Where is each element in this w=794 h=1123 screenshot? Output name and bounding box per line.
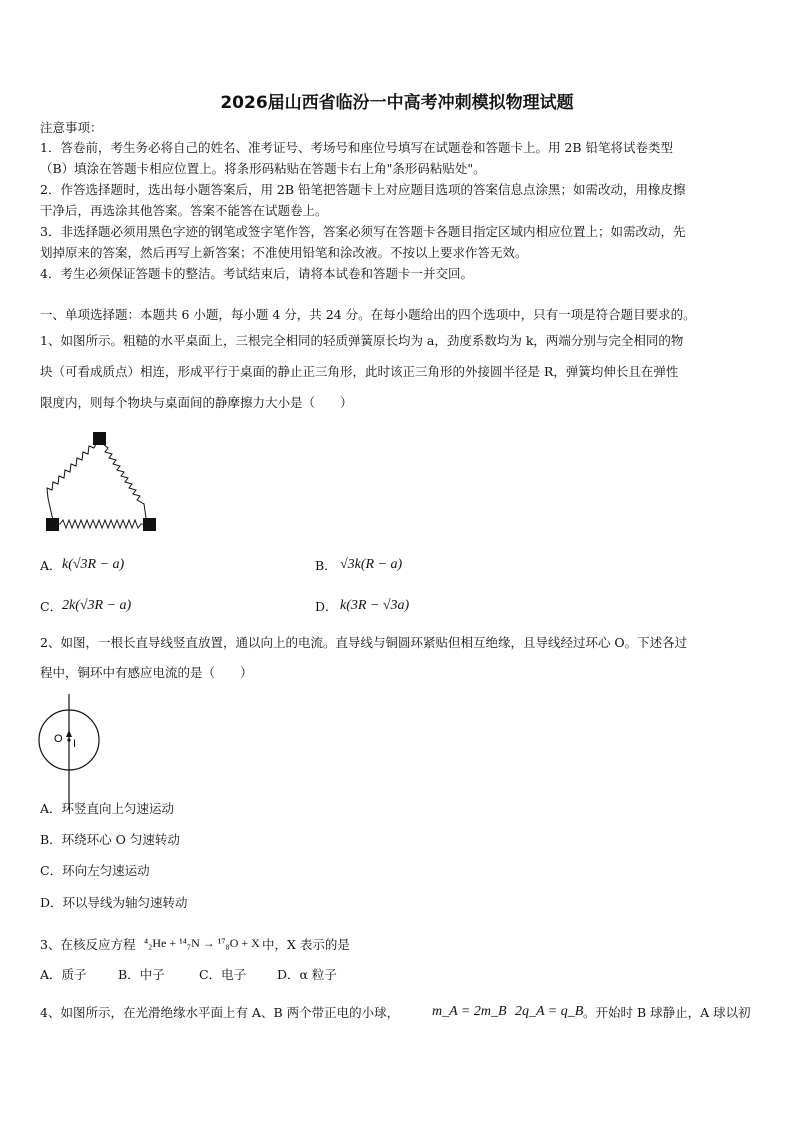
q4-stem-suffix: 。开始时 B 球静止，A 球以初 <box>583 1005 751 1020</box>
notice-line: 干净后，再选涂其他答案。答案不能答在试题卷上。 <box>40 203 328 218</box>
notice-line: （B）填涂在答题卡相应位置上。将条形码粘贴在答题卡右上角"条形码粘贴处"。 <box>40 161 486 176</box>
q3-option: B．中子 <box>118 967 165 982</box>
q3-option: D．α 粒子 <box>277 967 337 982</box>
option-label: C． <box>40 599 63 614</box>
q2-stem: 2、如图，一根长直导线竖直放置，通以向上的电流。直导线与铜圆环紧贴但相互绝缘，且导线经过环心 O。下述各过 <box>40 635 688 650</box>
notice-line: 1．答卷前，考生务必将自己的姓名、准考证号、考场号和座位号填写在试题卷和答题卡上。用 2B 铅笔将试卷类型 <box>40 140 674 155</box>
notice-line: 4．考生必须保证答题卡的整洁。考试结束后，请将本试卷和答题卡一并交回。 <box>40 266 473 281</box>
option-label: D． <box>315 599 338 614</box>
q2-option: D．环以导线为轴匀速转动 <box>40 895 188 910</box>
section-heading: 一、单项选择题：本题共 6 小题，每小题 4 分，共 24 分。在每小题给出的四个选项中，只有一项是符合题目要求的。 <box>40 307 696 322</box>
q4-formula: m_A = 2m_B <box>432 1004 507 1019</box>
q2-option: C．环向左匀速运动 <box>40 863 150 878</box>
option-formula: 2k(√3R − a) <box>62 598 132 613</box>
q1-stem: 块（可看成质点）相连，形成平行于桌面的静止正三角形，此时该正三角形的外接圆半径是 R，弹簧均伸长且在弹性 <box>40 364 679 379</box>
q3-option: C．电子 <box>199 967 247 982</box>
option-formula: k(3R − √3a) <box>340 598 410 613</box>
q4-formula: 2q_A = q_B <box>515 1004 584 1019</box>
q1-stem: 限度内，则每个物块与桌面间的静摩擦力大小是（ ） <box>40 395 353 410</box>
notice-line: 划掉原来的答案，然后再写上新答案；不准使用铅笔和涂改液。不按以上要求作答无效。 <box>40 245 528 260</box>
ring-wire-figure <box>34 690 104 812</box>
q2-option: B．环绕环心 O 匀速转动 <box>40 832 180 847</box>
notice-line: 2．作答选择题时，选出每小题答案后，用 2B 铅笔把答题卡上对应题目选项的答案信息点涂黑；如需改动，用橡皮擦 <box>40 182 686 197</box>
option-formula: √3k(R − a) <box>340 557 403 572</box>
q3-stem-suffix: 中，X 表示的是 <box>262 937 350 952</box>
fig-label-i: I <box>73 738 77 750</box>
option-label: A． <box>40 558 62 573</box>
q4-stem-prefix: 4、如图所示，在光滑绝缘水平面上有 A、B 两个带正电的小球， <box>40 1005 400 1020</box>
q2-option: A．环竖直向上匀速运动 <box>40 801 175 816</box>
q3-option: A．质子 <box>40 967 87 982</box>
fig-label-o: O <box>54 733 63 745</box>
q1-stem: 1、如图所示。粗糙的水平桌面上，三根完全相同的轻质弹簧原长均为 a，劲度系数均为 k，两端分别与完全相同的物 <box>40 333 684 348</box>
q3-stem-prefix: 3、在核反应方程 <box>40 937 136 952</box>
option-formula: k(√3R − a) <box>62 557 125 572</box>
spring-triangle-figure <box>42 428 172 540</box>
notice-heading: 注意事项： <box>40 120 103 135</box>
page-title: 2026届山西省临汾一中高考冲刺模拟物理试题 <box>220 93 574 113</box>
q2-stem: 程中，铜环中有感应电流的是（ ） <box>40 665 253 680</box>
q3-equation: ⁴₂He + ¹⁴₇N → ¹⁷₈O + X <box>144 936 260 950</box>
option-label: B． <box>315 558 337 573</box>
notice-line: 3．非选择题必须用黑色字迹的钢笔或签字笔作答，答案必须写在答题卡各题目指定区域内相应位置上；如需改动，先 <box>40 224 686 239</box>
